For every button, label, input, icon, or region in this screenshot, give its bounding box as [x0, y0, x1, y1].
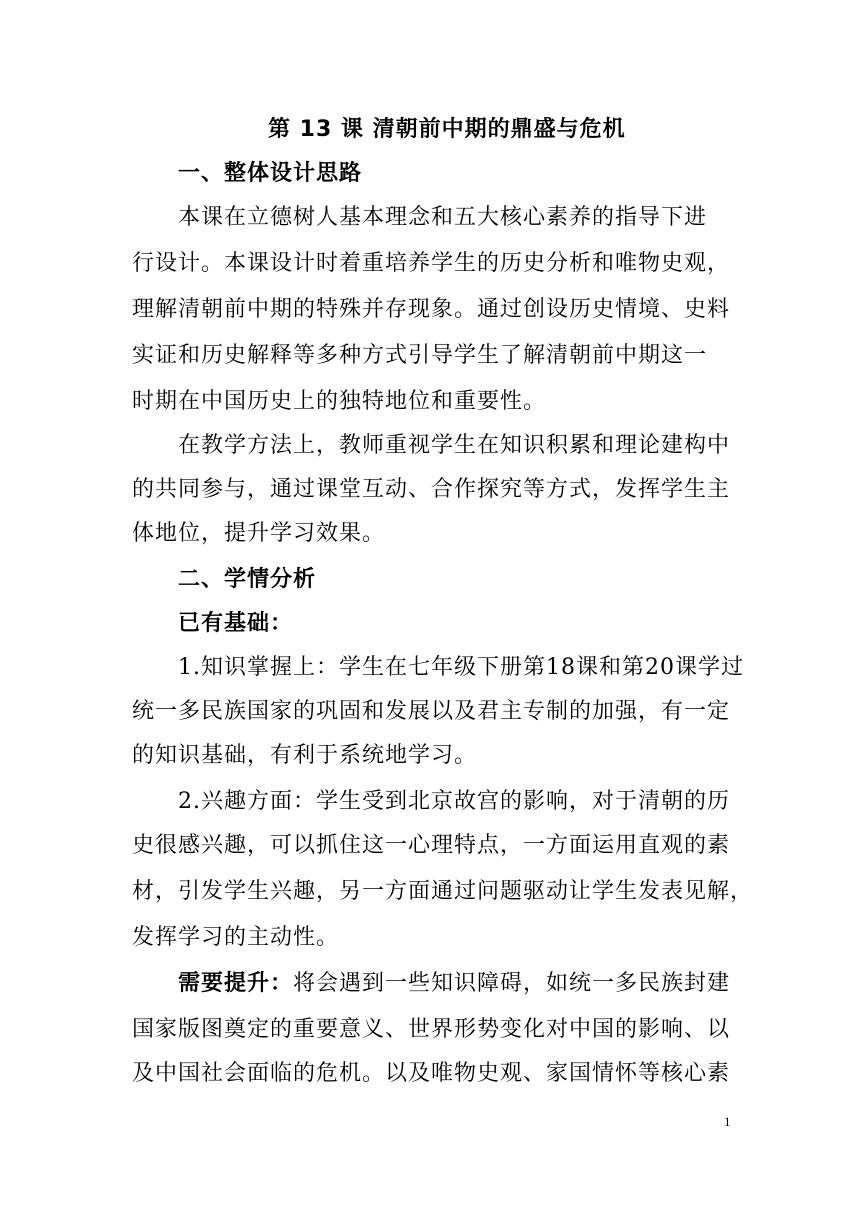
paragraph-line: 1.知识掌握上：学生在七年级下册第18课和第20课学过 — [178, 655, 744, 680]
paragraph-line: 史很感兴趣，可以抓住这一心理特点，一方面运用直观的素 — [132, 833, 731, 858]
improve-text: 将会遇到一些知识障碍，如统一多民族封建 — [293, 971, 731, 996]
subheading-basis: 已有基础： — [178, 611, 294, 636]
paragraph-line: 的知识基础，有利于系统地学习。 — [132, 743, 478, 768]
paragraph-line: 国家版图奠定的重要意义、世界形势变化对中国的影响、以 — [132, 1017, 731, 1042]
paragraph-line: 行设计。本课设计时着重培养学生的历史分析和唯物史观， — [132, 251, 731, 276]
paragraph-line: 本课在立德树人基本理念和五大核心素养的指导下进 — [178, 205, 708, 230]
paragraph-line: 材，引发学生兴趣，另一方面通过问题驱动让学生发表见解， — [132, 879, 754, 904]
paragraph-line: 理解清朝前中期的特殊并存现象。通过创设历史情境、史料 — [132, 297, 731, 322]
paragraph-line-improve — [178, 970, 730, 998]
section-heading-design: 一、整体设计思路 — [178, 161, 363, 186]
paragraph-line: 统一多民族国家的巩固和发展以及君主专制的加强，有一定 — [132, 699, 731, 724]
paragraph-line: 在教学方法上，教师重视学生在知识积累和理论建构中 — [178, 433, 731, 458]
section-heading-analysis: 二、学情分析 — [178, 567, 317, 592]
paragraph-line: 体地位，提升学习效果。 — [132, 521, 386, 546]
paragraph-line: 2.兴趣方面：学生受到北京故宫的影响，对于清朝的历 — [178, 789, 730, 814]
paragraph-line: 时期在中国历史上的独特地位和重要性。 — [132, 389, 547, 414]
paragraph-line: 的共同参与，通过课堂互动、合作探究等方式，发挥学生主 — [132, 477, 731, 502]
paragraph-line: 发挥学习的主动性。 — [132, 925, 340, 950]
page-number: 1 — [724, 1114, 731, 1129]
paragraph-line: 及中国社会面临的危机。以及唯物史观、家国情怀等核心素 — [132, 1061, 731, 1086]
improve-label: 需要提升： — [178, 971, 294, 996]
paragraph-line: 实证和历史解释等多种方式引导学生了解清朝前中期这一 — [132, 343, 708, 368]
document-title: 第 13 课 清朝前中期的鼎盛与危机 — [268, 117, 626, 142]
